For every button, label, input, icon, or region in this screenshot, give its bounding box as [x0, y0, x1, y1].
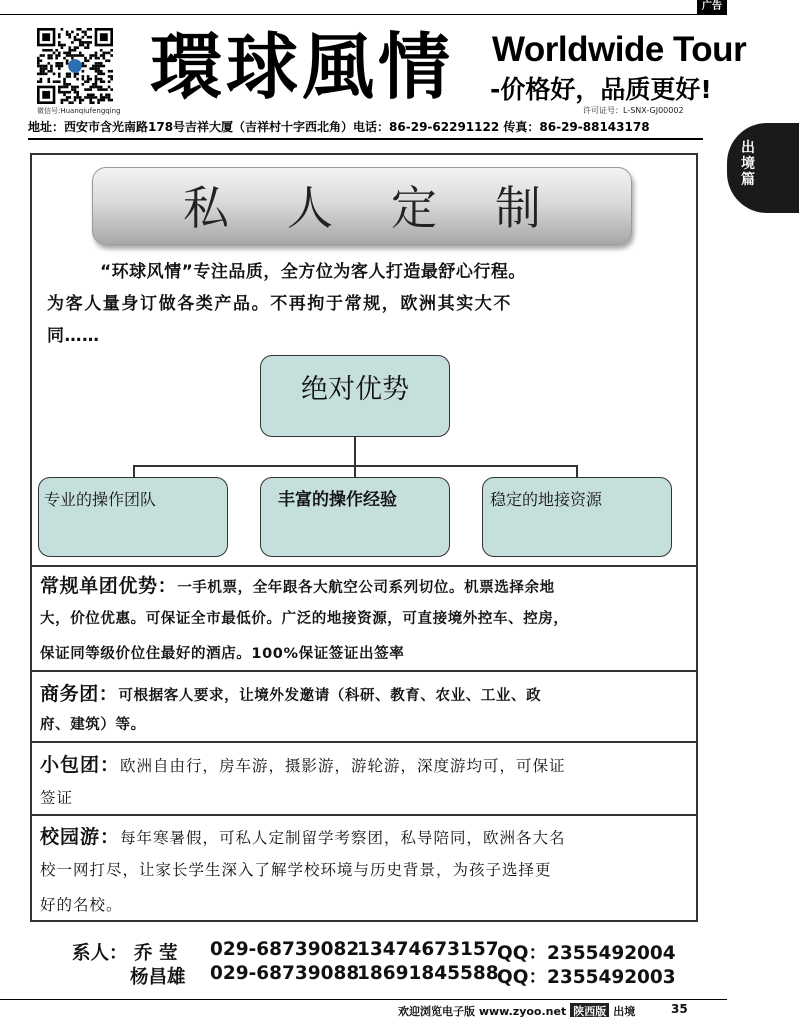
section-regular-text: 一手机票，全年跟各大航空公司系列切位。机票选择余地 [177, 580, 555, 596]
section-campus-line-3: 好的名校。 [40, 896, 123, 914]
footer-text [398, 1003, 635, 1017]
intro-line-3: 同…… [47, 326, 100, 346]
brand-logo-text: 環球風情 [150, 24, 455, 109]
brand-english: Worldwide Tour [492, 30, 747, 69]
contact-qq-1: QQ：2355492004 [497, 943, 676, 964]
footer-website: 欢迎浏览电子版 www.zyoo.net [398, 1005, 567, 1017]
top-rule [0, 14, 727, 15]
section-smallgroup-line-2: 签证 [40, 789, 74, 807]
contact-mobile-2: 18691845588 [357, 963, 499, 984]
side-tab-label: 出境篇 [741, 140, 755, 188]
section-smallgroup-line-1 [40, 750, 566, 777]
chart-node-top-label: 绝对优势 [301, 374, 409, 405]
intro-line-1: “环球风情”专注品质，全方位为客人打造最舒心行程。 [100, 262, 526, 282]
contact-qq-2: QQ：2355492003 [497, 967, 676, 988]
section-business-text: 可根据客人要求，让境外发邀请（科研、教育、农业、工业、政 [118, 688, 542, 704]
section-smallgroup-text: 欧洲自由行，房车游，摄影游，游轮游，深度游均可，可保证 [120, 757, 566, 775]
section-regular-heading: 常规单团优势： [40, 575, 178, 597]
qr-caption: 微信号:Huanqiufengqing [37, 107, 121, 115]
header-rule [28, 138, 703, 140]
contact-phone-1: 029-68739082 [210, 939, 360, 960]
section-divider [32, 670, 696, 672]
contact-name-1: 乔 莹 [134, 943, 178, 964]
ad-tag: 广告 [697, 0, 727, 14]
section-regular-line-1 [40, 571, 555, 598]
section-regular-line-3: 保证同等级价位住最好的酒店。100%保证签证出签率 [40, 646, 405, 662]
section-divider [32, 814, 696, 816]
chart-connector [354, 437, 356, 465]
address-line: 地址：西安市含光南路178号吉祥大厦（吉祥村十字西北角）电话：86-29-62291122 传真：86-29-88143178 [28, 120, 650, 134]
footer-badge: 陕西版 [570, 1003, 609, 1017]
section-campus-line-1 [40, 822, 566, 849]
footer-section: 出境 [613, 1005, 636, 1017]
banner-title: 私人定制 [183, 181, 599, 235]
chart-connector [354, 465, 356, 477]
section-business-heading: 商务团： [40, 683, 119, 705]
section-campus-line-2: 校一网打尽，让家长学生深入了解学校环境与历史背景，为孩子选择更 [40, 861, 552, 879]
section-smallgroup-heading: 小包团： [40, 754, 121, 776]
qr-code-icon [37, 28, 113, 104]
contact-phone-2: 029-68739088 [210, 963, 360, 984]
footer-rule [0, 999, 727, 1000]
section-divider [32, 565, 696, 567]
page-number: 35 [671, 1002, 688, 1016]
brand-slogan: -价格好，品质更好! [490, 75, 712, 104]
section-divider [32, 741, 696, 743]
contact-label: 系人： [72, 943, 128, 964]
section-campus-heading: 校园游： [40, 826, 121, 848]
chart-connector [133, 465, 135, 477]
contact-name-2: 杨昌雄 [130, 967, 186, 988]
intro-line-2: 为客人量身订做各类产品。不再拘于常规，欧洲其实大不 [47, 294, 512, 314]
section-business-line-2: 府、建筑）等。 [40, 717, 146, 733]
license-number: 许可证号：L-SNX-GJ00002 [583, 106, 684, 115]
chart-node-resources-label: 稳定的地接资源 [490, 490, 603, 509]
section-campus-text: 每年寒暑假，可私人定制留学考察团，私导陪同，欧洲各大名 [120, 829, 566, 847]
chart-node-team-label: 专业的操作团队 [44, 490, 157, 509]
section-regular-line-2: 大，价位优惠。可保证全市最低价。广泛的地接资源，可直接境外控车、控房， [40, 611, 569, 627]
chart-node-experience-label: 丰富的操作经验 [278, 490, 397, 510]
chart-connector [576, 465, 578, 477]
contact-mobile-1: 13474673157 [357, 939, 499, 960]
section-business-line-1 [40, 679, 541, 706]
advantage-chart [38, 355, 688, 565]
